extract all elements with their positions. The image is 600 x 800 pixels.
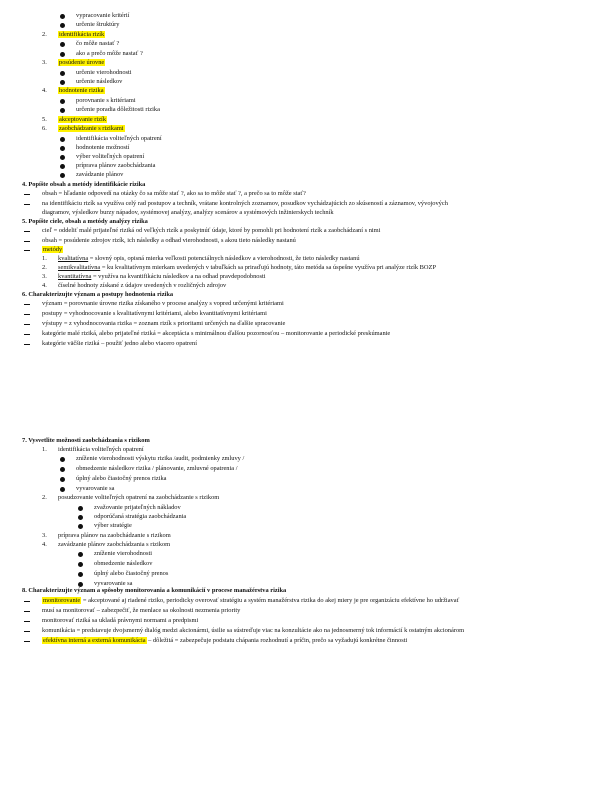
list-item: postupy = vyhodnocovanie s kvalitatívnymi kritériami, alebo kvantitatívnymi kritériami: [42, 310, 267, 317]
bullet-icon: [60, 457, 65, 462]
dash-icon: [24, 250, 30, 251]
list-number: 4.: [42, 87, 47, 94]
dash-icon: [24, 641, 30, 642]
list-item: na identifikáciu rizík sa využíva celý rad postupov a techník, vrátane kontrolných zoznamov, posudkov vychádzajúcich zo skúseností a záznamov, vývojových: [42, 200, 448, 207]
list-item: výstupy = z vyhodnocovania rizika = zoznam rizík s prioritami určených na ďalšie spracovanie: [42, 320, 286, 327]
list-item: určenie poradia dôležitosti rizika: [76, 106, 160, 113]
list-item: [58, 86, 105, 95]
list-number: 3.: [42, 59, 47, 66]
section-heading: 7. Vysvetlite možnosti zaobchádzania s rizikom: [22, 437, 150, 444]
list-number: 1.: [42, 255, 47, 262]
list-item: zavádzanie plánov zaobchádzania s rizikom: [58, 541, 171, 548]
list-item: kategórie malé riziká, alebo prijateľné riziká = akceptácia s minimálnou ďalšou pozornosťou – monitorovanie a periodické preskúmanie: [42, 330, 391, 337]
bullet-icon: [78, 506, 83, 511]
list-item: úplný alebo čiastočný prenos rizika: [76, 475, 167, 482]
list-item: posudzovanie voliteľných opatrení na zaobchádzanie s rizikom: [58, 494, 220, 501]
bullet-icon: [78, 562, 83, 567]
list-item: zníženie vierohodnosti výskytu rizika /audit, podmienky zmluvy /: [76, 455, 245, 462]
list-item: porovnanie s kritériami: [76, 97, 136, 104]
list-item: obsah = posúdenie zdrojov rizík, ich následky a odhad vierohodnosti, s akou tieto následky nastanú: [42, 237, 296, 244]
list-item: určenie vierohodnosti: [76, 69, 132, 76]
bullet-icon: [78, 524, 83, 529]
list-item: úplný alebo čiastočný prenos: [94, 570, 169, 577]
list-number: 1.: [42, 446, 47, 453]
dash-icon: [24, 314, 30, 315]
list-item: vypracovanie kritérií: [76, 12, 130, 19]
list-item: identifikácia voliteľných opatrení: [58, 446, 144, 453]
list-item: obsah = hľadanie odpovedí na otázky čo sa môže stať ?, ako sa to môže stať ?, a prečo sa to môže stať?: [42, 190, 306, 197]
bullet-icon: [60, 42, 65, 47]
highlighted-term: metódy: [43, 246, 63, 253]
list-item: [42, 636, 407, 645]
list-item: [58, 115, 107, 124]
list-item: cieľ = oddeliť malé prijateľné riziká od veľkých rizík a poskytnúť údaje, ktoré by pomohli pri hodnotení rizík a zaobchádzaní s nimi: [42, 227, 381, 234]
list-item: identifikácia voliteľných opatrení: [76, 135, 162, 142]
list-item: príprava plánov zaobchádzania: [76, 162, 156, 169]
bullet-icon: [78, 552, 83, 557]
list-item-continued: diagramov, výsledkov burzy nápadov, systémovej analýzy, analýzy scenárov a systémových inžinierskych techník: [42, 209, 334, 216]
method-description: = ku kvalitatívnym mierkam uvedených v tabuľkách sa priraďujú hodnoty, táto metóda sa úspešne využíva pri analýze rizík BOZP: [100, 264, 437, 271]
bullet-icon: [60, 137, 65, 142]
list-item: obmedzenie následkov rizika / plánovanie, zmluvné opatrenia /: [76, 465, 238, 472]
list-item: výber stratégie: [94, 522, 132, 529]
bullet-icon: [60, 467, 65, 472]
list-item: hodnotenie možností: [76, 144, 130, 151]
method-term: semikvalitatívna: [58, 264, 101, 271]
list-item: ako a prečo môže nastať ?: [76, 50, 143, 57]
bullet-icon: [78, 572, 83, 577]
list-item: obmedzenie následkov: [94, 560, 153, 567]
list-number: 6.: [42, 125, 47, 132]
bullet-icon: [60, 155, 65, 160]
bullet-icon: [60, 146, 65, 151]
list-item: [58, 124, 125, 133]
list-number: 2.: [42, 264, 47, 271]
list-item: vyvarovanie sa: [94, 580, 133, 587]
list-item: [58, 263, 436, 272]
highlighted-term: efektívna interná a externá komunikácia: [43, 637, 146, 644]
list-item: zníženie vierohodnosti: [94, 550, 153, 557]
dash-icon: [24, 344, 30, 345]
dash-icon: [24, 324, 30, 325]
list-item: [58, 254, 360, 263]
list-item: zavádzanie plánov: [76, 171, 124, 178]
list-number: 3.: [42, 273, 47, 280]
section-heading: 8. Charakterizujte význam a spôsoby monitorovania a komunikácií v procese manažérstva rizika: [22, 587, 287, 594]
list-number: 5.: [42, 116, 47, 123]
list-item: vyvarovanie sa: [76, 485, 115, 492]
bullet-icon: [60, 99, 65, 104]
bullet-icon: [60, 108, 65, 113]
dash-icon: [24, 194, 30, 195]
highlighted-term: monitorovanie: [43, 597, 81, 604]
method-term: kvalitatívna: [58, 255, 89, 262]
list-item: [58, 58, 105, 67]
highlighted-step: akceptovanie rizík: [59, 116, 107, 123]
list-item: odporúčaná stratégia zaobchádzania: [94, 513, 187, 520]
bullet-icon: [60, 23, 65, 28]
list-item: určenie následkov: [76, 78, 123, 85]
list-item: kategórie väčšie riziká – použiť jedno alebo viacero opatrení: [42, 340, 197, 347]
section-heading: 6. Charakterizujte význam a postupy hodnotenia rizika: [22, 291, 174, 298]
bullet-icon: [60, 164, 65, 169]
method-term: kvantitatívna: [58, 273, 92, 280]
list-item: [42, 245, 63, 254]
list-item: musí sa monitorovať – zabezpečiť, že menlace sa okolnosti nezmenia priority: [42, 607, 241, 614]
bullet-icon: [60, 173, 65, 178]
highlighted-step: hodnotenie rizika: [59, 87, 104, 94]
bullet-icon: [60, 487, 65, 492]
method-description: = slovný opis, opisná mierka veľkosti potenciálnych následkov a vierohodnosti, že tieto následky nastanú: [88, 255, 360, 262]
list-number: 2.: [42, 31, 47, 38]
dash-icon: [24, 601, 30, 602]
list-item: monitorovať riziká sa ukladá právnymi normami a predpismi: [42, 617, 199, 624]
dash-icon: [24, 334, 30, 335]
list-item: zvažovanie prijateľných nákladov: [94, 504, 181, 511]
list-item: význam = porovnanie úrovne rizika získaného v procese analýzy s vopred určenými kritériami: [42, 300, 284, 307]
list-number: 2.: [42, 494, 47, 501]
list-number: 4.: [42, 541, 47, 548]
bullet-icon: [78, 515, 83, 520]
section-heading: 4. Popíšte obsah a metódy identifikácie rizika: [22, 181, 146, 188]
bullet-icon: [60, 14, 65, 19]
highlighted-step: zaobchádzanie s rizikami: [59, 125, 124, 132]
item-description: = akceptované aj riadené riziko, periodicky overovať stratégiu a systém manažérstva rizika do akej miery je pre organizáciu efektívne ho udržiavať: [81, 597, 460, 604]
dash-icon: [24, 621, 30, 622]
highlighted-step: posúdenie úrovne: [59, 59, 105, 66]
highlighted-step: identifikácia rizík: [59, 31, 105, 38]
dash-icon: [24, 304, 30, 305]
section-heading: 5. Popíšte ciele, obsah a metódy analýzy rizika: [22, 218, 148, 225]
dash-icon: [24, 611, 30, 612]
list-item: [42, 596, 459, 605]
dash-icon: [24, 231, 30, 232]
bullet-icon: [60, 477, 65, 482]
list-item: [58, 30, 105, 39]
dash-icon: [24, 631, 30, 632]
method-description: = využíva na kvantifikáciu následkov a na odhad pravdepodobnosti: [91, 273, 266, 280]
dash-icon: [24, 204, 30, 205]
item-description: – dôležitá = zabezpečuje podstatu chápania rozhodnutí a príčin, prečo sa vyžadujú konkrétne činnosti: [146, 637, 408, 644]
list-item: určenie štruktúry: [76, 21, 120, 28]
list-number: 3.: [42, 532, 47, 539]
list-item: čo môže nastať ?: [76, 40, 120, 47]
dash-icon: [24, 241, 30, 242]
list-item: výber voliteľných opatrení: [76, 153, 145, 160]
list-item: číselné hodnoty získané z údajov uvedených v rozličných zdrojov: [58, 282, 227, 289]
list-number: 4.: [42, 282, 47, 289]
bullet-icon: [60, 52, 65, 57]
bullet-icon: [60, 71, 65, 76]
list-item: [58, 272, 266, 281]
bullet-icon: [60, 80, 65, 85]
list-item: príprava plánov na zaobchádzanie s rizikom: [58, 532, 171, 539]
list-item: komunikácia = predstavuje dvojsmerný dialóg medzi akcionármi, úsilie sa sústreďuje viac na konzultácie ako na jednosmerný tok informácií k ostatným akcionárom: [42, 627, 465, 634]
